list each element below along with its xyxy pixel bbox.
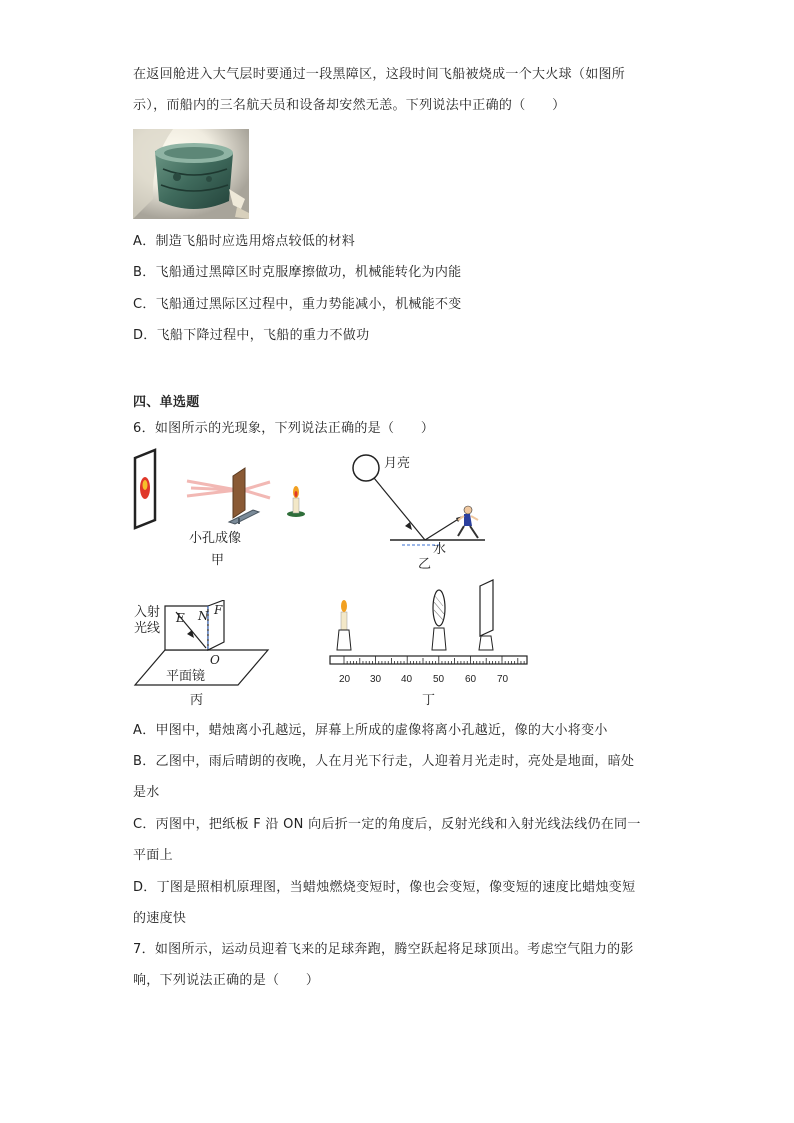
q5-stem-line1: 在返回舱进入大气层时要通过一段黑障区，这段时间飞船被烧成一个大火球（如图所 [133, 67, 626, 82]
figure-ding-optical-bench [325, 578, 535, 708]
figure-yi-moonlight [340, 450, 500, 575]
q6-option-a: A．甲图中，蜡烛离小孔越远，屏幕上所成的虚像将离小孔越近，像的大小将变小 [133, 723, 608, 738]
ding-label: 丁 [422, 693, 436, 708]
q6-option-b-cont: 是水 [133, 785, 160, 800]
q5-option-d: D．飞船下降过程中，飞船的重力不做功 [133, 328, 370, 343]
reentry-capsule-photo [133, 129, 249, 219]
tick-20: 20 [339, 674, 351, 685]
incident-label-1: 入射 [134, 605, 161, 620]
yi-label: 乙 [418, 557, 432, 572]
jia-label: 甲 [211, 553, 225, 568]
q6-option-c-cont: 平面上 [133, 848, 173, 863]
q6-stem: 6．如图所示的光现象，下列说法正确的是（ ） [133, 421, 435, 436]
moon-label: 月亮 [384, 456, 411, 471]
label-n: N [198, 609, 209, 623]
label-o: O [210, 653, 220, 667]
tick-40: 40 [401, 674, 413, 685]
q5-option-b: B．飞船通过黑障区时克服摩擦做功，机械能转化为内能 [133, 265, 462, 280]
label-f: F [214, 603, 223, 617]
q5-option-a: A．制造飞船时应选用熔点较低的材料 [133, 234, 355, 249]
q6-option-c: C．丙图中，把纸板 F 沿 ON 向后折一定的角度后，反射光线和入射光线法线仍在同一 [133, 817, 641, 832]
q6-option-d-cont: 的速度快 [133, 911, 187, 926]
bing-label: 丙 [190, 693, 204, 708]
figure-jia-pinhole [125, 448, 320, 573]
figure-bing-reflection [130, 600, 280, 710]
tick-30: 30 [370, 674, 382, 685]
water-label: 水 [433, 542, 447, 557]
incident-label-2: 光线 [134, 621, 161, 636]
q5-option-c: C．飞船通过黑际区过程中，重力势能减小，机械能不变 [133, 297, 462, 312]
tick-60: 60 [465, 674, 477, 685]
q6-option-b: B．乙图中，雨后晴朗的夜晚，人在月光下行走，人迎着月光走时，亮处是地面，暗处 [133, 754, 635, 769]
q6-option-d: D．丁图是照相机原理图，当蜡烛燃烧变短时，像也会变短，像变短的速度比蜡烛变短 [133, 880, 636, 895]
tick-70: 70 [497, 674, 509, 685]
tick-50: 50 [433, 674, 445, 685]
jia-caption: 小孔成像 [189, 531, 242, 546]
q5-stem-line2: 示），而船内的三名航天员和设备却安然无恙。下列说法中正确的（ ） [133, 98, 566, 113]
mirror-label: 平面镜 [166, 669, 206, 684]
q7-stem-line1: 7．如图所示，运动员迎着飞来的足球奔跑，腾空跃起将足球顶出。考虑空气阻力的影 [133, 942, 634, 957]
label-e: E [176, 611, 185, 625]
q7-stem-line2: 响，下列说法正确的是（ ） [133, 973, 320, 988]
section-title: 四、单选题 [133, 395, 200, 410]
